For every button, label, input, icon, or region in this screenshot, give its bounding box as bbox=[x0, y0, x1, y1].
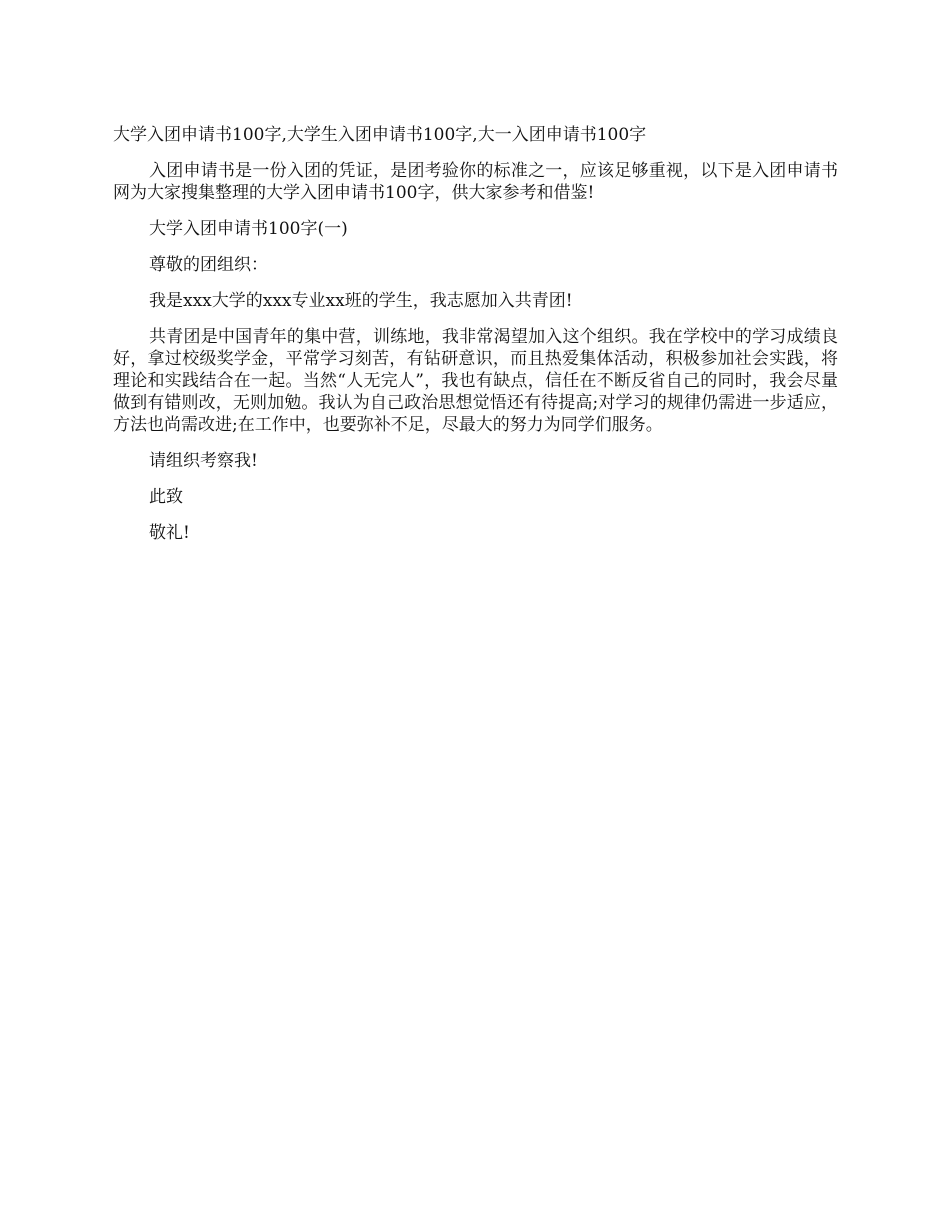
document-body bbox=[113, 124, 838, 558]
intro-paragraph: 入团申请书是一份入团的凭证，是团考验你的标准之一，应该足够重视，以下是入团申请书网为大家搜集整理的大学入团申请书100字，供大家参考和借鉴! bbox=[113, 161, 838, 203]
document-title: 大学入团申请书100字,大学生入团申请书100字,大一入团申请书100字 bbox=[113, 125, 647, 145]
body-paragraph: 共青团是中国青年的集中营，训练地，我非常渴望加入这个组织。我在学校中的学习成绩良好，拿过校级奖学金，平常学习刻苦，有钻研意识，而且热爱集体活动，积极参加社会实践，将理论和实践结合在一起。当然“人无完人”，我也有缺点，信任在不断反省自己的同时，我会尽量做到有错则改，无则加勉。我认为自己政治思想觉悟还有待提高;对学习的规律仍需进一步适应，方法也尚需改进;在工作中，也要弥补不足，尽最大的努力为同学们服务。 bbox=[113, 327, 838, 435]
regards-line: 敬礼! bbox=[149, 523, 190, 543]
closing-line: 此致 bbox=[149, 487, 183, 507]
statement-paragraph: 我是xxx大学的xxx专业xx班的学生，我志愿加入共青团! bbox=[149, 291, 573, 311]
section-heading: 大学入团申请书100字(一) bbox=[149, 219, 348, 239]
request-line: 请组织考察我! bbox=[149, 451, 258, 471]
salutation: 尊敬的团组织： bbox=[149, 255, 268, 275]
